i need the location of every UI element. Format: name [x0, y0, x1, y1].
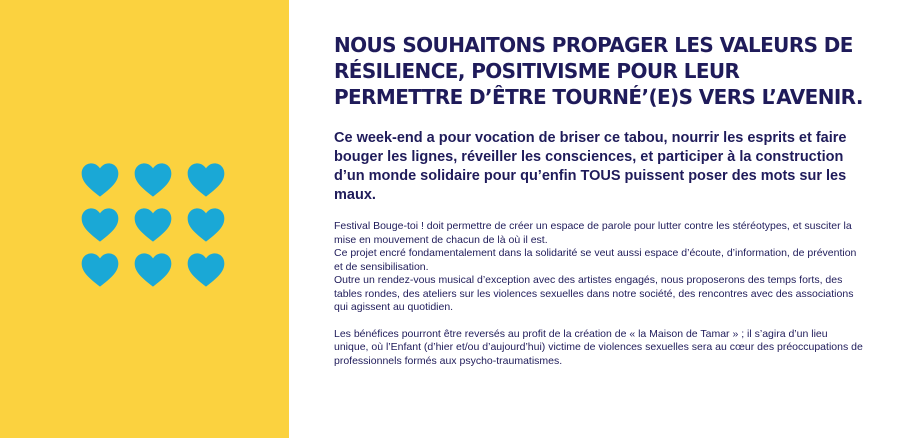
body-paragraph-4: Les bénéfices pourront être reversés au profit de la création de « la Maison de Tamar » ; il s’agira d’un lieu unique, où l’Enfant (d’hier et/ou d’aujourd’hui) victime de violences sexuelles sera au cœur des préoccupations de professionnels formés aux psycho-traumatismes. [334, 327, 863, 367]
headline: NOUS SOUHAITONS PROPAGER LES VALEURS DE RÉSILIENCE, POSITIVISME POUR LEUR PERMETTRE D’ÊTRE TOURNÉ’(E)S VERS L’AVENIR. [334, 33, 863, 109]
body-paragraph-2: Ce projet encré fondamentalement dans la solidarité se veut aussi espace d’écoute, d’information, de prévention et de sensibilisation. [334, 247, 857, 273]
heart-icon [186, 160, 226, 200]
heart-icon [80, 250, 120, 290]
heart-icon [80, 205, 120, 245]
hearts-grid [80, 160, 226, 290]
heart-icon [186, 205, 226, 245]
heart-icon [133, 205, 173, 245]
heart-icon [133, 250, 173, 290]
lead-paragraph: Ce week-end a pour vocation de briser ce tabou, nourrir les esprits et faire bouger les lignes, réveiller les consciences, et participer à la construction d’un monde solidaire pour qu’enfin TOUS puissent poser des mots sur les maux. [334, 130, 847, 203]
body-paragraph-3: Outre un rendez-vous musical d’exception avec des artistes engagés, nous proposerons des temps forts, des tables rondes, des ateliers sur les violences sexuelles dans notre société, des rencontres avec des associations qui agissent au quotidien. [334, 274, 854, 313]
heart-icon [133, 160, 173, 200]
paragraph-spacer [334, 315, 864, 328]
content-column [334, 32, 864, 368]
heart-icon [186, 250, 226, 290]
heart-icon [80, 160, 120, 200]
yellow-sidebar [0, 0, 289, 438]
body-text [334, 220, 864, 368]
body-paragraph-1: Festival Bouge-toi ! doit permettre de créer un espace de parole pour lutter contre les stéréotypes, et susciter la mise en mouvement de chacun de là où il est. [334, 220, 852, 246]
